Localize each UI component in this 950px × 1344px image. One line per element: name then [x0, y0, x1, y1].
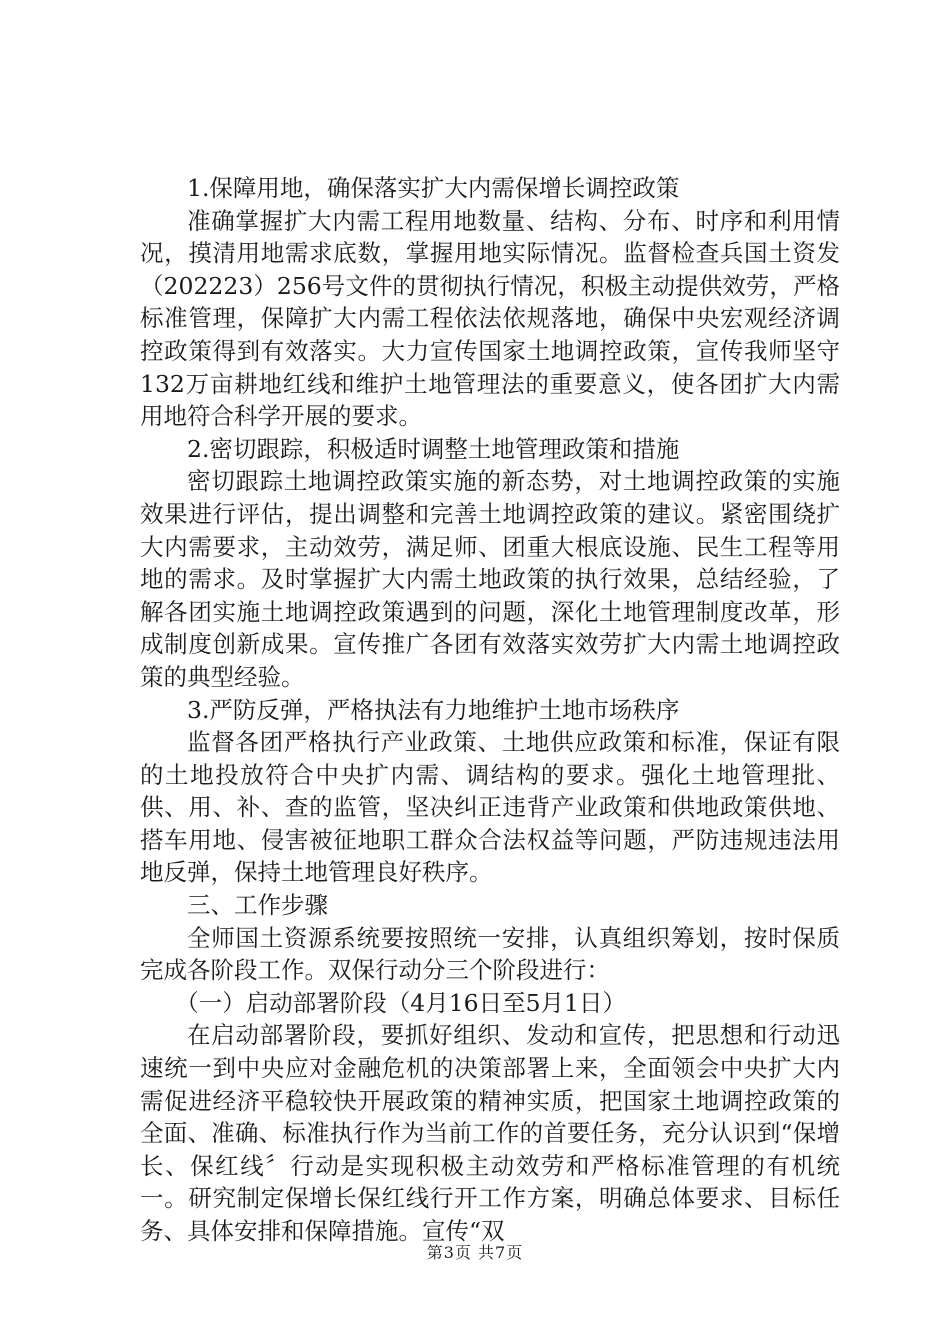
section-heading-1: 1.保障用地，确保落实扩大内需保增长调控政策 — [187, 174, 680, 202]
body-paragraph-1: 准确掌握扩大内需工程用地数量、结构、分布、时序和利用情况，摸清用地需求底数，掌握用地实际情况。监督检查兵国土资发（202223）256号文件的贯彻执行情况，积极主动提供效劳，严格标准管理，保障扩大内需工程依法依规落地，确保中央宏观经济调控政策得到有效落实。大力宣传国家土地调控政策，宣传我师坚守132万亩耕地红线和维护土地管理法的重要意义，使各团扩大内需用地符合科学开展的要求。 — [140, 206, 840, 431]
body-paragraph-3: 监督各团严格执行产业政策、土地供应政策和标准，保证有限的土地投放符合中央扩内需、调结构的要求。强化土地管理批、供、用、补、查的监管，坚决纠正违背产业政策和供地政策供地、搭车用地、侵害被征地职工群众合法权益等问题，严防违规违法用地反弹，保持土地管理良好秩序。 — [140, 728, 840, 887]
body-paragraph-5: 在启动部署阶段，要抓好组织、发动和宣传，把思想和行动迅速统一到中央应对金融危机的决策部署上来，全面领会中央扩大内需促进经济平稳较快开展政策的精神实质，把国家土地调控政策的全面、准确、标准执行作为当前工作的首要任务，充分认识到“保增长、保红线〞行动是实现积极主动效劳和严格标准管理的有机统一。研究制定保增长保红线行开工作方案，明确总体要求、目标任务、具体安排和保障措施。宣传“双 — [140, 1021, 840, 1245]
body-paragraph-2: 密切跟踪土地调控政策实施的新态势，对土地调控政策的实施效果进行评估，提出调整和完善土地调控政策的建议。紧密围绕扩大内需要求，主动效劳，满足师、团重大根底设施、民生工程等用地的需求。及时掌握扩大内需土地政策的执行效果，总结经验，了解各团实施土地调控政策遇到的问题，深化土地管理制度改革，形成制度创新成果。宣传推广各团有效落实效劳扩大内需土地调控政策的典型经验。 — [140, 467, 840, 691]
section-heading-3: 3.严防反弹，严格执法有力地维护土地市场秩序 — [187, 695, 680, 724]
body-paragraph-4: 全师国土资源系统要按照统一安排，认真组织筹划，按时保质完成各阶段工作。双保行动分三个阶段进行： — [140, 923, 840, 985]
section-heading-2: 2.密切跟踪，积极适时调整土地管理政策和措施 — [187, 434, 680, 463]
stage-heading-1: （一）启动部署阶段（4月16日至5月1日） — [175, 988, 627, 1017]
chapter-heading-work-steps: 三、工作步骤 — [187, 891, 328, 920]
page-footer: 第3页 共7页 — [426, 1243, 524, 1262]
document-body — [140, 172, 840, 1248]
